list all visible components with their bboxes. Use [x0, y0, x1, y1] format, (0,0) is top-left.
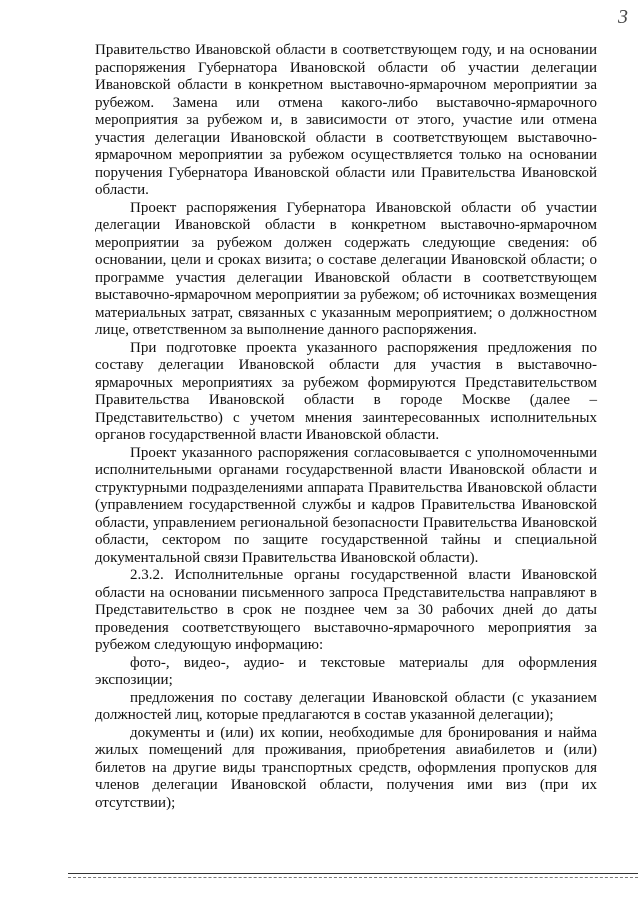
paragraph-4: Проект указанного распоряжения согласовывается с уполномоченными исполнительными органами государственной власти Ивановской области и структурными подразделениями аппарата Правительства Ивановской области (управлением государственной службы и кадров Правительства Ивановской области, управлением региональной безопасности Правительства Ивановской области, сектором по защите государственной тайны и специальной документальной связи Правительства Ивановской области). — [95, 444, 597, 566]
paragraph-7: предложения по составу делегации Ивановской области (с указанием должностей лиц, которые предлагаются в состав указанной делегации); — [95, 689, 597, 723]
footer-divider — [68, 873, 638, 874]
page-number: 3 — [618, 6, 628, 28]
paragraph-1: Правительство Ивановской области в соответствующем году, и на основании распоряжения Губернатора Ивановской области об участии делегации Ивановской области в конкретном выставочно-ярмарочном мероприятии за рубежом. Замена или отмена какого-либо выставочно-ярмарочного мероприятия за рубежом и, в зависимости от этого, участие или отмена участия делегации Ивановской области в соответствующем выставочно-ярмарочном мероприятии за рубежом осуществляется только на основании поручения Губернатора Ивановской области или Правительства Ивановской области. — [95, 42, 597, 198]
document-body — [95, 42, 597, 812]
footer-divider-secondary — [68, 877, 638, 878]
paragraph-3: При подготовке проекта указанного распоряжения предложения по составу делегации Ивановской области для участия в выставочно-ярмарочных мероприятиях за рубежом формируются Представительством Правительства Ивановской области в городе Москве (далее – Представительство) с учетом мнения заинтересованных исполнительных органов государственной власти Ивановской области. — [95, 339, 597, 443]
paragraph-5: 2.3.2. Исполнительные органы государственной власти Ивановской области на основании письменного запроса Представительства направляют в Представительство в срок не позднее чем за 30 рабочих дней до даты проведения соответствующего выставочно-ярмарочного мероприятия за рубежом следующую информацию: — [95, 567, 597, 653]
paragraph-6: фото-, видео-, аудио- и текстовые материалы для оформления экспозиции; — [95, 654, 597, 688]
paragraph-8: документы и (или) их копии, необходимые для бронирования и найма жилых помещений для проживания, приобретения авиабилетов и (или) билетов на другие виды транспортных средств, оформления пропусков для членов делегации Ивановской области, получения ими виз (при их отсутствии); — [95, 724, 597, 811]
paragraph-2: Проект распоряжения Губернатора Ивановской области об участии делегации Ивановской области в конкретном выставочно-ярмарочном мероприятии за рубежом должен содержать следующие сведения: об основании, цели и сроках визита; о составе делегации Ивановской области; о программе участия делегации Ивановской области в соответствующем выставочно-ярмарочном мероприятии за рубежом; об источниках возмещения материальных затрат, связанных с указанным мероприятием; о должностном лице, ответственном за выполнение данного распоряжения. — [95, 199, 597, 338]
